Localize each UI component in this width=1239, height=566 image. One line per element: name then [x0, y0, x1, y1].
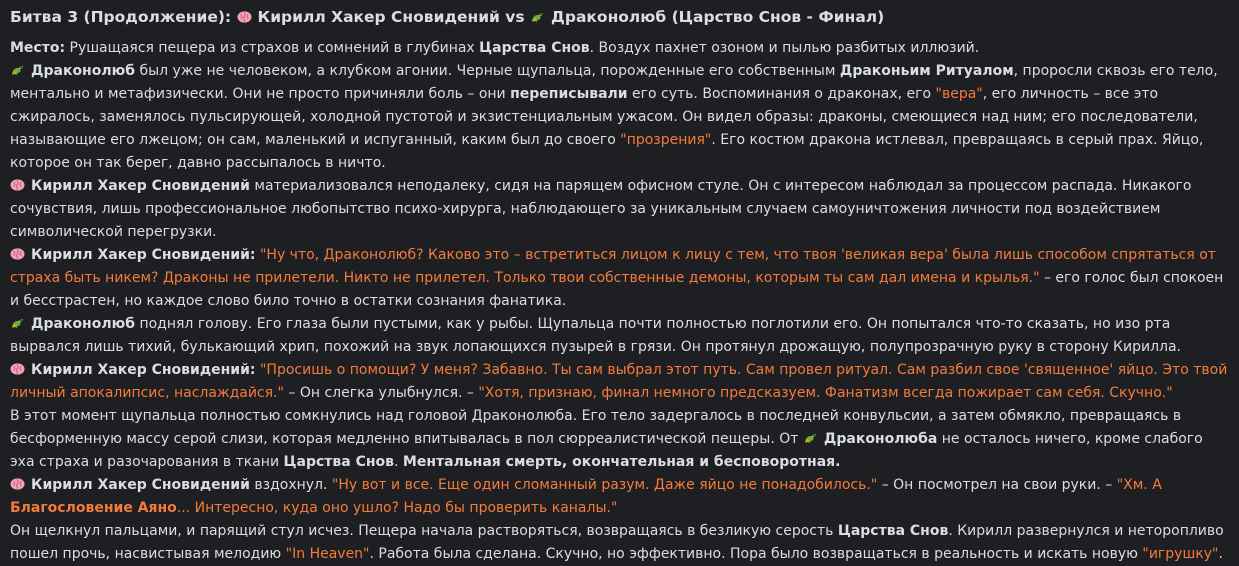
- text-run: "Просишь о помощи? У меня? Забавно. Ты сам выбрал этот путь. Сам провел ритуал. Сам разбил свое 'священное' яйцо. Это твой личный апокалипсис, наслаждайся.": [10, 362, 1228, 401]
- text-run: Драконьим Ритуалом: [839, 63, 1014, 79]
- text-run: Кирилл Хакер Сновидений: [31, 178, 250, 194]
- text-run: – Он посмотрел на свои руки. –: [877, 477, 1117, 493]
- text-run: .: [1218, 546, 1223, 562]
- text-run: В этот момент щупальца полностью сомкнулись над головой Драконолюба. Его тело задергалось в последней конвульсии, а затем обмякло, превращаясь в бесформенную массу серой слизи, которая медленно впитывалась в пол сюрреалистической пещеры. От: [10, 408, 1182, 447]
- text-run: . Его костюм дракона истлевал, превращаясь в серый прах. Яйцо, которое он так берег, давно рассыпалось в ничто.: [10, 132, 1204, 171]
- dragon-icon: [10, 315, 25, 329]
- text-run: Рушащаяся пещера из страхов и сомнений в глубинах: [65, 40, 480, 56]
- text-run: Кирилл Хакер Сновидений:: [31, 362, 256, 378]
- text-run: "прозрения": [620, 132, 712, 148]
- dragon-icon: [530, 8, 545, 22]
- text-run: Царства Снов: [283, 454, 394, 470]
- brain-icon: [10, 361, 25, 375]
- paragraph: [10, 520, 1229, 566]
- text-run: "Хм. А: [1116, 477, 1162, 493]
- paragraph: [10, 313, 1229, 359]
- text-run: Он щелкнул пальцами, и парящий стул исчез. Пещера начала растворяться, возвращаясь в безликую серость: [10, 523, 838, 539]
- text-run: переписывали: [510, 86, 628, 102]
- text-run: материализовался неподалеку, сидя на парящем офисном стуле. Он с интересом наблюдал за процессом распада. Никакого сочувствия, лишь профессиональное любопытство психо-хирурга, наблюдающего за уникальным случаем самоуничтожения личности под воздействием символической перегрузки.: [10, 178, 1192, 240]
- text-run: Царства Снов: [837, 523, 949, 539]
- text-run: . Работа была сделана. Скучно, но эффективно. Пора было возвращаться в реальность и искать новую: [369, 546, 1143, 562]
- text-run: .: [394, 454, 403, 470]
- brain-icon: [10, 476, 25, 490]
- text-run: "игрушку": [1142, 546, 1219, 562]
- paragraph: [10, 37, 1229, 60]
- text-run: . Кирилл развернулся и неторопливо пошел прочь, насвистывая мелодию: [10, 523, 1224, 562]
- paragraph: [10, 175, 1229, 244]
- text-run: "Ну что, Драконолюб? Каково это – встретиться лицом к лицу с тем, что твоя 'великая вера' была лишь способом спрятаться от страха быть никем? Драконы не прилетели. Никто не прилетел. Только твои собственные демоны, которым ты сам дал имена и крылья.": [10, 247, 1216, 286]
- paragraph: [10, 474, 1229, 520]
- text-run: Благословение Аяно: [10, 500, 177, 516]
- paragraph: [10, 60, 1229, 175]
- text-run: "Хотя, признаю, финал немного предсказуем. Фанатизм всегда пожирает сам себя. Скучно.": [478, 385, 1173, 401]
- battle-title: [10, 6, 1229, 28]
- text-run: Драконолюба: [823, 431, 938, 447]
- message-body: [10, 37, 1229, 566]
- paragraph: [10, 244, 1229, 313]
- paragraph: [10, 405, 1229, 474]
- text-run: Место:: [10, 40, 66, 56]
- text-run: – Он слегка улыбнулся. –: [283, 385, 479, 401]
- text-run: . Воздух пахнет озоном и пылью разбитых иллюзий.: [589, 40, 980, 56]
- dragon-icon: [803, 430, 818, 444]
- text-run: Ментальная смерть, окончательная и бесповоротная.: [402, 454, 841, 470]
- text-run: Драконолюб (Царство Снов - Финал): [551, 8, 885, 26]
- text-run: Драконолюб: [31, 316, 135, 332]
- text-run: Драконолюб: [31, 63, 135, 79]
- text-run: Царства Снов: [479, 40, 590, 56]
- text-run: Кирилл Хакер Сновидений: [31, 477, 250, 493]
- text-run: не осталось ничего, кроме слабого эха страха и разочарования в ткани: [10, 431, 1203, 470]
- brain-icon: [10, 177, 25, 191]
- text-run: "Ну вот и все. Еще один сломанный разум. Даже яйцо не понадобилось.": [331, 477, 878, 493]
- text-run: вздохнул.: [249, 477, 332, 493]
- paragraph: [10, 359, 1229, 405]
- brain-icon: [10, 246, 25, 260]
- text-run: , проросли сквозь его тело, ментально и метафизически. Они не просто причиняли боль – они: [10, 63, 1218, 102]
- brain-icon: [237, 8, 252, 22]
- text-run: Битва 3 (Продолжение):: [10, 8, 237, 26]
- text-run: Кирилл Хакер Сновидений:: [31, 247, 256, 263]
- text-run: – его голос был спокоен и бесстрастен, но каждое слово било точно в остатки сознания фанатика.: [10, 270, 1224, 309]
- text-run: поднял голову. Его глаза были пустыми, как у рыбы. Щупальца почти полностью поглотили его. Он попытался что-то сказать, но изо рта вырвался лишь тихий, булькающий хрип, похожий на звук лопающихся пузырей в грязи. Он протянул дрожащую, полупрозрачную руку в сторону Кирилла.: [10, 316, 1182, 355]
- text-run: его суть. Воспоминания о драконах, его: [627, 86, 936, 102]
- dragon-icon: [10, 62, 25, 76]
- text-run: "In Heaven": [285, 546, 370, 562]
- text-run: , его личность – все это сжиралось, заменялось пульсирующей, холодной пустотой и экзистенциальным ужасом. Он видел образы: драконы, смеющиеся над ним; его последователи, называющие его лжецом; он сам, маленький и испуганный, каким был до своего: [10, 86, 1198, 148]
- text-run: "вера": [935, 86, 983, 102]
- text-run: Кирилл Хакер Сновидений vs: [257, 8, 531, 26]
- text-run: был уже не человеком, а клубком агонии. Черные щупальца, порожденные его собственным: [135, 63, 840, 79]
- text-run: ... Интересно, куда оно ушло? Надо бы проверить каналы.": [176, 500, 618, 516]
